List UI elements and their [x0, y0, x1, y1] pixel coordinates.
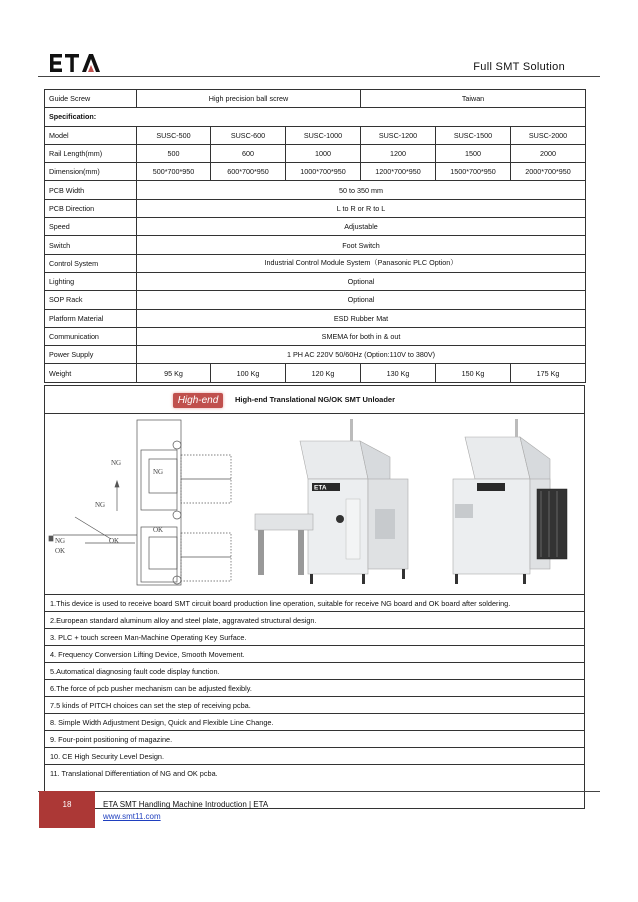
rail-cell: 1500: [436, 144, 511, 162]
weight-cell: 120 Kg: [286, 364, 361, 382]
table-row: [45, 272, 586, 290]
row-label: SOP Rack: [45, 291, 137, 309]
row-label: Speed: [45, 218, 137, 236]
feature-item: 3. PLC + touch screen Man-Machine Operating Key Surface.: [45, 629, 584, 646]
weight-cell: 95 Kg: [137, 364, 211, 382]
feature-item: 9. Four-point positioning of magazine.: [45, 731, 584, 748]
table-row: [45, 364, 586, 382]
footer-divider: [38, 791, 600, 792]
diagram-label: NG: [55, 537, 66, 545]
page-number: 18: [62, 800, 72, 809]
table-row: [45, 218, 586, 236]
row-label: Lighting: [45, 272, 137, 290]
row-label: PCB Width: [45, 181, 137, 199]
row-value: 1 PH AC 220V 50/60Hz (Option:110V to 380V): [137, 346, 586, 364]
row-value: ESD Rubber Mat: [137, 309, 586, 327]
table-row: [45, 108, 586, 126]
eta-logo: [50, 52, 102, 74]
table-row: [45, 126, 586, 144]
page-number-tab: [39, 791, 95, 828]
row-value: Optional: [137, 272, 586, 290]
high-end-badge: High-end: [173, 393, 223, 408]
product-box: [44, 385, 585, 809]
table-row: [45, 181, 586, 199]
row-value: Optional: [137, 291, 586, 309]
feature-item: 11. Translational Differentiation of NG and OK pcba.: [50, 769, 218, 778]
row-value: 50 to 350 mm: [137, 181, 586, 199]
row-value: SMEMA for both in & out: [137, 327, 586, 345]
machine-brand-label: ETA: [314, 484, 327, 492]
row-label: Model: [45, 126, 137, 144]
weight-cell: 100 Kg: [211, 364, 286, 382]
table-row: [45, 327, 586, 345]
product-title-row: [45, 386, 584, 414]
model-cell: SUSC-600: [211, 126, 286, 144]
section-heading: Specification:: [45, 108, 586, 126]
row-label: PCB Direction: [45, 199, 137, 217]
table-row: [45, 163, 586, 181]
row-label: Dimension(mm): [45, 163, 137, 181]
weight-cell: 130 Kg: [361, 364, 436, 382]
dimension-cell: 1000*700*950: [286, 163, 361, 181]
feature-item: 8. Simple Width Adjustment Design, Quick and Flexible Line Change.: [45, 714, 584, 731]
feature-item: 4. Frequency Conversion Lifting Device, Smooth Movement.: [45, 646, 584, 663]
feature-item: 2.European standard aluminum alloy and steel plate, aggravated structural design.: [45, 612, 584, 629]
table-row: [45, 291, 586, 309]
model-cell: SUSC-2000: [511, 126, 586, 144]
ng-ok-schematic: [45, 415, 245, 591]
feature-item: 10. CE High Security Level Design.: [45, 748, 584, 765]
feature-item: 1.This device is used to receive board SMT circuit board production line operation, suitable for receive NG board and OK board after soldering.: [45, 595, 584, 612]
row-label: Weight: [45, 364, 137, 382]
dimension-cell: 600*700*950: [211, 163, 286, 181]
rail-cell: 1000: [286, 144, 361, 162]
guide-screw-origin: Taiwan: [361, 90, 586, 108]
weight-cell: 175 Kg: [511, 364, 586, 382]
table-row: [45, 90, 586, 108]
machine-photo-front: [250, 419, 435, 589]
row-label: Control System: [45, 254, 137, 272]
row-label: Communication: [45, 327, 137, 345]
row-label: Power Supply: [45, 346, 137, 364]
table-row: [45, 199, 586, 217]
website-link[interactable]: www.smt11.com: [103, 812, 161, 821]
row-value: Industrial Control Module System（Panasonic PLC Option）: [137, 254, 586, 272]
diagram-label: OK: [153, 526, 164, 534]
dimension-cell: 500*700*950: [137, 163, 211, 181]
model-cell: SUSC-500: [137, 126, 211, 144]
guide-screw-label: Guide Screw: [45, 90, 137, 108]
rail-cell: 600: [211, 144, 286, 162]
diagram-label: NG: [95, 501, 106, 509]
weight-cell: 150 Kg: [436, 364, 511, 382]
table-row: [45, 309, 586, 327]
table-row: [45, 346, 586, 364]
diagram-label: NG: [111, 459, 122, 467]
row-value: Foot Switch: [137, 236, 586, 254]
feature-item: 5.Automatical diagnosing fault code display function.: [45, 663, 584, 680]
spec-table: [44, 89, 586, 383]
rail-cell: 500: [137, 144, 211, 162]
feature-item: 7.5 kinds of PITCH choices can set the step of receiving pcba.: [45, 697, 584, 714]
header-divider: [38, 76, 600, 77]
dimension-cell: 1200*700*950: [361, 163, 436, 181]
product-title: High-end Translational NG/OK SMT Unloader: [235, 395, 396, 404]
machine-photo-rear: [425, 419, 575, 589]
dimension-cell: 2000*700*950: [511, 163, 586, 181]
row-label: Platform Material: [45, 309, 137, 327]
table-row: [45, 236, 586, 254]
rail-cell: 1200: [361, 144, 436, 162]
row-value: L to R or R to L: [137, 199, 586, 217]
diagram-label: OK: [109, 537, 120, 545]
dimension-cell: 1500*700*950: [436, 163, 511, 181]
diagram-label: OK: [55, 547, 66, 555]
model-cell: SUSC-1500: [436, 126, 511, 144]
model-cell: SUSC-1200: [361, 126, 436, 144]
model-cell: SUSC-1000: [286, 126, 361, 144]
table-row: [45, 254, 586, 272]
header-tagline: Full SMT Solution: [473, 61, 565, 73]
row-label: Rail Length(mm): [45, 144, 137, 162]
diagram-label: NG: [153, 468, 164, 476]
footer-title: ETA SMT Handling Machine Introduction | ETA: [103, 800, 269, 809]
row-value: Adjustable: [137, 218, 586, 236]
table-row: [45, 144, 586, 162]
guide-screw-value: High precision ball screw: [137, 90, 361, 108]
product-images: [45, 413, 584, 595]
row-label: Switch: [45, 236, 137, 254]
feature-item: 6.The force of pcb pusher mechanism can be adjusted flexibly.: [45, 680, 584, 697]
rail-cell: 2000: [511, 144, 586, 162]
